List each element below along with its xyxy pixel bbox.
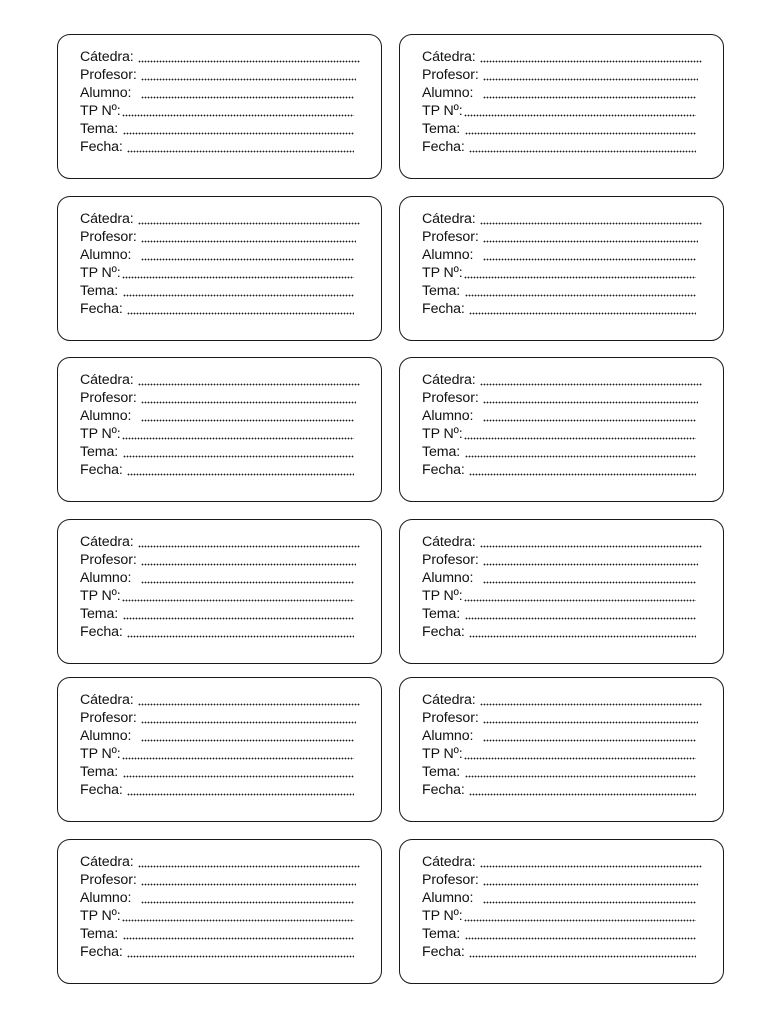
field-label: TP Nº: bbox=[422, 588, 463, 604]
field-label: Alumno: bbox=[80, 570, 132, 586]
label-field-row bbox=[422, 709, 479, 727]
dotted-fill-line[interactable] bbox=[141, 883, 356, 886]
label-field-row bbox=[422, 623, 465, 641]
dotted-fill-line[interactable] bbox=[480, 222, 702, 225]
label-field-row bbox=[80, 138, 123, 156]
dotted-fill-line[interactable] bbox=[483, 96, 696, 99]
field-label: Tema: bbox=[422, 121, 461, 137]
label-field-row bbox=[80, 925, 118, 943]
dotted-fill-line[interactable] bbox=[123, 937, 354, 940]
field-label: TP Nº: bbox=[422, 426, 463, 442]
field-label: Profesor: bbox=[80, 229, 137, 245]
label-card bbox=[57, 519, 382, 664]
label-card bbox=[399, 677, 724, 822]
label-card bbox=[57, 839, 382, 984]
field-label: Fecha: bbox=[422, 944, 465, 960]
field-label: Profesor: bbox=[80, 390, 137, 406]
label-card bbox=[57, 196, 382, 341]
field-label: Cátedra: bbox=[80, 534, 134, 550]
field-label: Alumno: bbox=[422, 890, 474, 906]
dotted-fill-line[interactable] bbox=[483, 739, 696, 742]
label-field-row bbox=[422, 461, 465, 479]
field-label: Tema: bbox=[422, 606, 461, 622]
dotted-fill-line[interactable] bbox=[464, 757, 696, 760]
label-field-row bbox=[80, 551, 137, 569]
field-label: Fecha: bbox=[422, 139, 465, 155]
label-card bbox=[399, 839, 724, 984]
dotted-fill-line[interactable] bbox=[123, 132, 354, 135]
field-label: Fecha: bbox=[80, 301, 123, 317]
dotted-fill-line[interactable] bbox=[123, 294, 354, 297]
field-label: Profesor: bbox=[422, 229, 479, 245]
dotted-fill-line[interactable] bbox=[469, 473, 696, 476]
field-label: Tema: bbox=[80, 444, 119, 460]
dotted-fill-line[interactable] bbox=[465, 617, 696, 620]
field-label: Alumno: bbox=[422, 728, 474, 744]
field-label: Fecha: bbox=[80, 944, 123, 960]
field-label: Tema: bbox=[80, 121, 119, 137]
label-field-row bbox=[80, 389, 137, 407]
label-field-row bbox=[422, 300, 465, 318]
field-label: TP Nº: bbox=[422, 746, 463, 762]
label-field-row bbox=[422, 781, 465, 799]
field-label: Tema: bbox=[80, 764, 119, 780]
label-field-row bbox=[422, 443, 460, 461]
label-field-row bbox=[422, 138, 465, 156]
label-field-row bbox=[422, 389, 479, 407]
field-label: Cátedra: bbox=[80, 49, 134, 65]
dotted-fill-line[interactable] bbox=[480, 865, 702, 868]
label-field-row bbox=[80, 605, 118, 623]
dotted-fill-line[interactable] bbox=[141, 901, 354, 904]
dotted-fill-line[interactable] bbox=[127, 793, 354, 796]
label-card bbox=[399, 34, 724, 179]
label-card bbox=[57, 677, 382, 822]
field-label: Profesor: bbox=[422, 552, 479, 568]
label-field-row bbox=[80, 282, 118, 300]
dotted-fill-line[interactable] bbox=[483, 721, 698, 724]
label-field-row bbox=[80, 889, 131, 907]
label-card bbox=[57, 34, 382, 179]
label-field-row bbox=[80, 907, 121, 925]
field-label: Fecha: bbox=[80, 139, 123, 155]
label-field-row bbox=[80, 781, 123, 799]
dotted-fill-line[interactable] bbox=[127, 635, 354, 638]
label-field-row bbox=[80, 300, 123, 318]
field-label: Cátedra: bbox=[80, 692, 134, 708]
label-field-row bbox=[80, 425, 121, 443]
field-label: Alumno: bbox=[422, 247, 474, 263]
dotted-fill-line[interactable] bbox=[483, 78, 698, 81]
dotted-fill-line[interactable] bbox=[469, 312, 696, 315]
field-label: Alumno: bbox=[80, 85, 132, 101]
label-field-row bbox=[422, 925, 460, 943]
field-label: Alumno: bbox=[422, 85, 474, 101]
dotted-fill-line[interactable] bbox=[483, 901, 696, 904]
dotted-fill-line[interactable] bbox=[483, 563, 698, 566]
label-field-row bbox=[422, 120, 460, 138]
dotted-fill-line[interactable] bbox=[141, 258, 354, 261]
dotted-fill-line[interactable] bbox=[122, 437, 354, 440]
label-field-row bbox=[422, 371, 476, 389]
field-label: TP Nº: bbox=[80, 588, 121, 604]
dotted-fill-line[interactable] bbox=[464, 919, 696, 922]
dotted-fill-line[interactable] bbox=[123, 455, 354, 458]
field-label: Profesor: bbox=[80, 67, 137, 83]
dotted-fill-line[interactable] bbox=[480, 383, 702, 386]
field-label: Tema: bbox=[80, 283, 119, 299]
label-field-row bbox=[80, 623, 123, 641]
dotted-fill-line[interactable] bbox=[483, 240, 698, 243]
field-label: Tema: bbox=[80, 926, 119, 942]
dotted-fill-line[interactable] bbox=[465, 294, 696, 297]
label-card bbox=[399, 519, 724, 664]
label-field-row bbox=[80, 943, 123, 961]
dotted-fill-line[interactable] bbox=[122, 599, 354, 602]
dotted-fill-line[interactable] bbox=[469, 150, 696, 153]
label-field-row bbox=[80, 763, 118, 781]
dotted-fill-line[interactable] bbox=[127, 312, 354, 315]
label-field-row bbox=[422, 745, 463, 763]
label-field-row bbox=[422, 551, 479, 569]
field-label: TP Nº: bbox=[422, 265, 463, 281]
label-field-row bbox=[422, 210, 476, 228]
field-label: TP Nº: bbox=[80, 426, 121, 442]
label-field-row bbox=[80, 407, 131, 425]
dotted-fill-line[interactable] bbox=[122, 114, 354, 117]
dotted-fill-line[interactable] bbox=[483, 401, 698, 404]
dotted-fill-line[interactable] bbox=[122, 757, 354, 760]
field-label: TP Nº: bbox=[80, 908, 121, 924]
label-field-row bbox=[422, 84, 473, 102]
field-label: Profesor: bbox=[80, 552, 137, 568]
dotted-fill-line[interactable] bbox=[138, 60, 360, 63]
label-field-row bbox=[422, 587, 463, 605]
field-label: Fecha: bbox=[80, 782, 123, 798]
label-field-row bbox=[422, 871, 479, 889]
label-card bbox=[399, 357, 724, 502]
field-label: Alumno: bbox=[80, 890, 132, 906]
dotted-fill-line[interactable] bbox=[465, 132, 696, 135]
dotted-fill-line[interactable] bbox=[480, 703, 702, 706]
dotted-fill-line[interactable] bbox=[465, 775, 696, 778]
label-field-row bbox=[80, 246, 131, 264]
label-field-row bbox=[422, 763, 460, 781]
field-label: Tema: bbox=[80, 606, 119, 622]
dotted-fill-line[interactable] bbox=[469, 635, 696, 638]
field-label: Profesor: bbox=[422, 67, 479, 83]
dotted-fill-line[interactable] bbox=[141, 240, 356, 243]
field-label: Cátedra: bbox=[422, 372, 476, 388]
dotted-fill-line[interactable] bbox=[464, 276, 696, 279]
field-label: Fecha: bbox=[422, 782, 465, 798]
dotted-fill-line[interactable] bbox=[141, 563, 356, 566]
label-field-row bbox=[422, 533, 476, 551]
dotted-fill-line[interactable] bbox=[122, 919, 354, 922]
label-field-row bbox=[422, 48, 476, 66]
field-label: Cátedra: bbox=[422, 692, 476, 708]
label-field-row bbox=[80, 443, 118, 461]
dotted-fill-line[interactable] bbox=[138, 222, 360, 225]
field-label: Cátedra: bbox=[80, 854, 134, 870]
dotted-fill-line[interactable] bbox=[141, 581, 354, 584]
label-field-row bbox=[80, 691, 134, 709]
field-label: Cátedra: bbox=[80, 211, 134, 227]
dotted-fill-line[interactable] bbox=[123, 617, 354, 620]
field-label: TP Nº: bbox=[80, 103, 121, 119]
label-field-row bbox=[80, 727, 131, 745]
dotted-fill-line[interactable] bbox=[127, 473, 354, 476]
label-field-row bbox=[422, 691, 476, 709]
field-label: Cátedra: bbox=[422, 854, 476, 870]
label-field-row bbox=[80, 709, 137, 727]
field-label: Alumno: bbox=[80, 408, 132, 424]
dotted-fill-line[interactable] bbox=[480, 60, 702, 63]
dotted-fill-line[interactable] bbox=[127, 955, 354, 958]
label-field-row bbox=[80, 461, 123, 479]
label-field-row bbox=[80, 569, 131, 587]
field-label: Alumno: bbox=[80, 247, 132, 263]
field-label: Alumno: bbox=[422, 570, 474, 586]
label-field-row bbox=[80, 587, 121, 605]
dotted-fill-line[interactable] bbox=[138, 703, 360, 706]
dotted-fill-line[interactable] bbox=[483, 419, 696, 422]
dotted-fill-line[interactable] bbox=[483, 883, 698, 886]
dotted-fill-line[interactable] bbox=[469, 955, 696, 958]
label-field-row bbox=[422, 282, 460, 300]
field-label: TP Nº: bbox=[422, 908, 463, 924]
dotted-fill-line[interactable] bbox=[141, 739, 354, 742]
dotted-fill-line[interactable] bbox=[138, 383, 360, 386]
label-field-row bbox=[422, 228, 479, 246]
label-field-row bbox=[80, 745, 121, 763]
dotted-fill-line[interactable] bbox=[483, 258, 696, 261]
label-field-row bbox=[80, 84, 131, 102]
dotted-fill-line[interactable] bbox=[480, 545, 702, 548]
dotted-fill-line[interactable] bbox=[464, 599, 696, 602]
label-field-row bbox=[422, 889, 473, 907]
label-field-row bbox=[422, 246, 473, 264]
label-field-row bbox=[422, 425, 463, 443]
dotted-fill-line[interactable] bbox=[464, 437, 696, 440]
field-label: Tema: bbox=[422, 444, 461, 460]
field-label: Profesor: bbox=[422, 872, 479, 888]
label-field-row bbox=[422, 605, 460, 623]
label-field-row bbox=[80, 210, 134, 228]
dotted-fill-line[interactable] bbox=[138, 865, 360, 868]
field-label: Profesor: bbox=[422, 710, 479, 726]
field-label: Alumno: bbox=[422, 408, 474, 424]
label-field-row bbox=[422, 727, 473, 745]
label-card bbox=[57, 357, 382, 502]
field-label: Cátedra: bbox=[422, 211, 476, 227]
label-field-row bbox=[80, 120, 118, 138]
label-field-row bbox=[80, 264, 121, 282]
label-card bbox=[399, 196, 724, 341]
field-label: Fecha: bbox=[422, 624, 465, 640]
field-label: Fecha: bbox=[80, 462, 123, 478]
field-label: Cátedra: bbox=[422, 534, 476, 550]
dotted-fill-line[interactable] bbox=[469, 793, 696, 796]
label-field-row bbox=[422, 264, 463, 282]
dotted-fill-line[interactable] bbox=[483, 581, 696, 584]
label-field-row bbox=[422, 907, 463, 925]
field-label: Fecha: bbox=[80, 624, 123, 640]
dotted-fill-line[interactable] bbox=[141, 419, 354, 422]
label-field-row bbox=[422, 853, 476, 871]
dotted-fill-line[interactable] bbox=[141, 78, 356, 81]
field-label: Profesor: bbox=[80, 710, 137, 726]
dotted-fill-line[interactable] bbox=[141, 401, 356, 404]
dotted-fill-line[interactable] bbox=[123, 775, 354, 778]
label-field-row bbox=[80, 871, 137, 889]
label-field-row bbox=[422, 569, 473, 587]
dotted-fill-line[interactable] bbox=[465, 937, 696, 940]
dotted-fill-line[interactable] bbox=[141, 96, 354, 99]
field-label: TP Nº: bbox=[80, 746, 121, 762]
field-label: Cátedra: bbox=[80, 372, 134, 388]
label-field-row bbox=[80, 228, 137, 246]
label-field-row bbox=[80, 371, 134, 389]
field-label: Profesor: bbox=[80, 872, 137, 888]
label-field-row bbox=[422, 102, 463, 120]
label-field-row bbox=[80, 48, 134, 66]
dotted-fill-line[interactable] bbox=[127, 150, 354, 153]
label-field-row bbox=[422, 407, 473, 425]
field-label: TP Nº: bbox=[80, 265, 121, 281]
field-label: TP Nº: bbox=[422, 103, 463, 119]
label-field-row bbox=[80, 66, 137, 84]
label-field-row bbox=[422, 943, 465, 961]
label-field-row bbox=[80, 533, 134, 551]
field-label: Profesor: bbox=[422, 390, 479, 406]
dotted-fill-line[interactable] bbox=[141, 721, 356, 724]
field-label: Cátedra: bbox=[422, 49, 476, 65]
label-field-row bbox=[422, 66, 479, 84]
field-label: Fecha: bbox=[422, 301, 465, 317]
dotted-fill-line[interactable] bbox=[138, 545, 360, 548]
field-label: Fecha: bbox=[422, 462, 465, 478]
field-label: Tema: bbox=[422, 764, 461, 780]
label-field-row bbox=[80, 853, 134, 871]
label-field-row bbox=[80, 102, 121, 120]
dotted-fill-line[interactable] bbox=[122, 276, 354, 279]
dotted-fill-line[interactable] bbox=[464, 114, 696, 117]
field-label: Alumno: bbox=[80, 728, 132, 744]
field-label: Tema: bbox=[422, 926, 461, 942]
field-label: Tema: bbox=[422, 283, 461, 299]
dotted-fill-line[interactable] bbox=[465, 455, 696, 458]
